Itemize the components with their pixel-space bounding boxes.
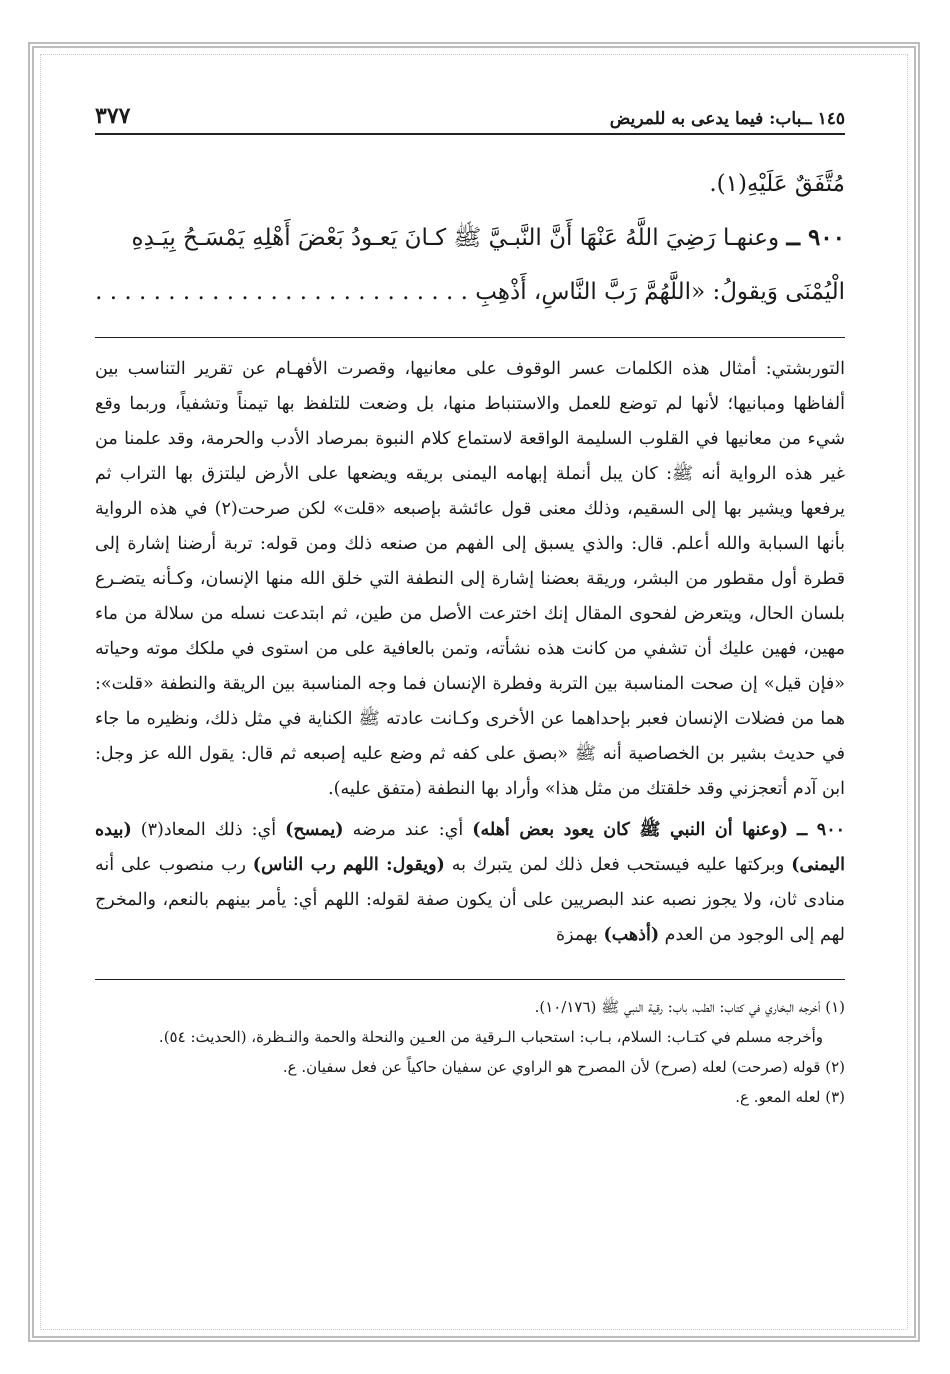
- book-page: [95, 95, 845, 1112]
- hadith-line-1: ٩٠٠ ــ وعنهـا رَضِيَ اللَّهُ عَنْهَا أَنَّ النَّبـيَّ ﷺ كـانَ يَعـودُ بَعْضَ أَهْلِهِ يَمْسَـحُ بِيَـدِهِ: [131, 224, 845, 251]
- commentary-paragraph-2: ٩٠٠ ــ (وعنها أن النبي ﷺ كان يعود بعض أهله) أي: عند مرضه (يمسح) أي: ذلك المعاد(٣) (بيده اليمنى) وبركتها عليه فيستحب فعل ذلك لمن يتبرك به (ويقول: اللهم رب الناس) رب منصوب على أنه منادى ثان، ولا يجوز نصبه عند البصريين على أن يكون صفة لقوله: اللهم أي: يأمر بينهم بالنعم، والمخرج لهم إلى الوجود من العدم (أذهب) بهمزة: [95, 820, 845, 945]
- commentary: [95, 352, 845, 953]
- footnote-1-continued: وأخرجه مسلم في كتـاب: السلام، بـاب: استحباب الـرقية من العـين والنحلة والحمة والنـظرة، (الحديث: ٥٤).: [158, 1028, 823, 1046]
- footnote-2: (٢) قوله (صرحت) لعله (صرح) لأن المصرح هو الراوي عن سفيان حاكياً عن فعل سفيان. ع.: [282, 1058, 845, 1076]
- text-divider: [95, 337, 845, 338]
- chapter-title: ١٤٥ ــباب: فيما يدعى به للمريض: [609, 109, 845, 129]
- commentary-paragraph-1: التوربشتي: أمثال هذه الكلمات عسر الوقوف على معانيها، وقصرت الأفهـام عن تقرير التناسب بين ألفاظها ومبانيها؛ لأنها لم توضع للعمل والاستنباط منها، بل وضعت للتلفظ بها تيمناً وتشفياً، وربما وقع شيء من معانيها في القلوب السليمة الواقعة لاستماع كلام النبوة بمرصاد الأدب والحرمة، وقد علمنا من غير هذه الرواية أنه ﷺ: كان يبل أنملة إبهامه اليمنى بريقه ويضعها على الأرض ليلتزق بها التراب ثم يرفعها ويشير بها إلى السقيم، وذلك معنى قول عائشة بإصبعه «قلت» لكن صرحت(٢) في هذه الرواية بأنها السبابة والله أعلم. قال: والذي يسبق إلى الفهم من صنعه ذلك ومن قوله: تربة أرضنا إشارة إلى قطرة أول مقطور من البشر، وريقة بعضنا إشارة إلى النطفة التي خلق الله منها الإنسان، وكـأنه يتضـرع بلسان الحال، ويتعرض لفحوى المقال إنك اخترعت الأصل من طين، ثم ابتدعت نسله من سلالة من ماء مهين، فهين عليك أن تشفي من كانت هذه نشأته، وتمن بالعافية على من استوى في ملكك موته وحياته «فإن قيل» إن صحت المناسبة بين التربة وفطرة الإنسان فما وجه المناسبة بين الريقة والنطفة «قلت»: هما من فضلات الإنسان فعبر بإحداهما عن الأخرى وكـانت عادته ﷺ الكناية في مثل ذلك، ونظيره ما جاء في حديث بشير بن الخصاصية أنه ﷺ «بصق على كفه ثم وضع عليه إصبعه ثم قال: يقول الله عز وجل: ابن آدم أتعجزني وقد خلقتك من مثل هذا» وأراد بها النطفة (متفق عليه).: [95, 359, 845, 799]
- footnote-3: (٣) لعله المعو. ع.: [735, 1088, 845, 1106]
- footnotes: [95, 992, 845, 1112]
- hadith-line-2: الْيُمْنَى وَيقولُ: «اللَّهُمَّ رَبَّ النَّاسِ، أَذْهِبِ . . . . . . . . . . . . . . . . . . . . . . . . . .: [95, 279, 845, 305]
- hadith-text: [95, 157, 845, 319]
- previous-hadith-ending: مُتَّفَقٌ عَلَيْهِ(١).: [709, 171, 845, 197]
- hadith-number: ٩٠٠ ــ: [786, 224, 845, 251]
- running-header: [95, 95, 845, 135]
- footnote-1: (١) أخرجه البخاري في كتاب: الطب، باب: رقية النبي ﷺ (١٠/١٧٦).: [534, 998, 845, 1016]
- footnote-rule: [95, 979, 845, 980]
- page-number: ٣٧٧: [95, 103, 131, 129]
